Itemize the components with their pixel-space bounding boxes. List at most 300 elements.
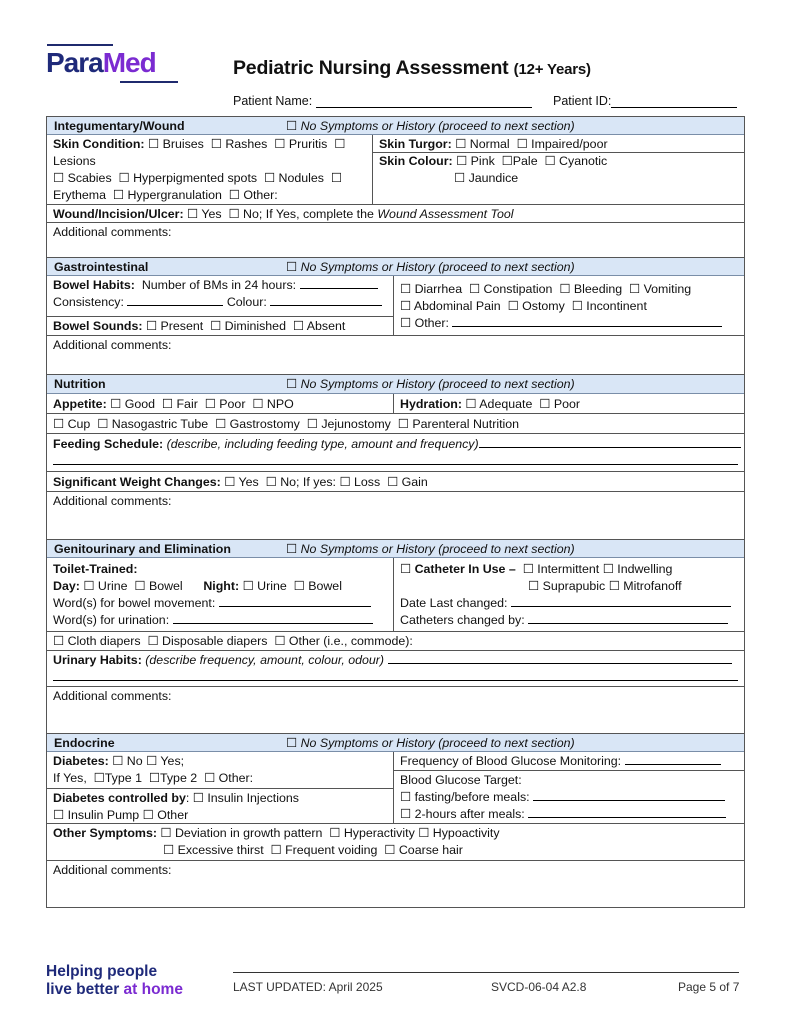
wound-no-option[interactable]: [228, 207, 373, 221]
section-title: Endocrine: [54, 736, 115, 750]
option-label: Bruises: [162, 137, 204, 151]
checkbox-icon[interactable]: ☐: [83, 579, 95, 593]
option-label: Hypoactivity: [432, 826, 500, 840]
option-label: Scabies: [67, 171, 112, 185]
option-label: Other (i.e., commode):: [288, 634, 413, 648]
checkbox-icon[interactable]: ☐: [215, 417, 227, 431]
option-diarrhea[interactable]: [400, 282, 462, 296]
option-label: Impaired/poor: [531, 137, 608, 151]
gi-comments-row[interactable]: [47, 336, 744, 375]
option-label: Parenteral Nutrition: [412, 417, 520, 431]
option-abdominal-pain[interactable]: [400, 299, 501, 313]
date-changed-input[interactable]: [511, 595, 731, 607]
option-label: Hyperactivity: [343, 826, 415, 840]
section-header-nutrition: [47, 375, 744, 394]
option-label: Cloth diapers: [67, 634, 141, 648]
logo-bar-top: [47, 44, 113, 46]
option-label: Suprapubic: [542, 579, 606, 593]
catheter-label: Catheter In Use –: [414, 562, 516, 576]
option-label: Insulin Injections: [207, 791, 299, 805]
option-label: Intermittent: [537, 562, 600, 576]
checkbox-icon[interactable]: ☐: [387, 475, 399, 489]
logo-med: Med: [102, 47, 156, 78]
option-label: Good: [124, 397, 156, 411]
checkbox-icon[interactable]: ☐: [224, 475, 236, 489]
option-label: Type 1: [104, 771, 142, 785]
option-disposable-diapers[interactable]: [147, 634, 267, 648]
endocrine-comments-row[interactable]: [47, 861, 744, 908]
option-type-other[interactable]: [204, 771, 253, 785]
checkbox-icon-erythema[interactable]: ☐: [330, 171, 343, 185]
option-label: Constipation: [483, 282, 553, 296]
option-label: Urine: [97, 579, 128, 593]
checkbox-icon[interactable]: ☐: [112, 188, 125, 202]
section-title: Genitourinary and Elimination: [54, 542, 231, 556]
checkbox-icon[interactable]: ☐: [148, 771, 160, 785]
consistency-label: Consistency:: [53, 295, 124, 309]
checkbox-icon[interactable]: ☐: [286, 119, 298, 133]
option-label: fasting/before meals:: [414, 790, 530, 804]
option-bleeding[interactable]: [559, 282, 622, 296]
option-label: Yes: [201, 207, 222, 221]
checkbox-icon-lesions[interactable]: ☐: [334, 137, 346, 151]
option-insulin-pump[interactable]: [53, 808, 139, 822]
option-label: Excessive thirst: [177, 843, 264, 857]
checkbox-icon[interactable]: ☐: [53, 171, 65, 185]
option-cyanotic[interactable]: [544, 154, 607, 168]
option-label: Bowel: [148, 579, 183, 593]
option-incontinent[interactable]: [572, 299, 647, 313]
gi-other-input[interactable]: [452, 315, 722, 327]
option-hyperpigmented[interactable]: [119, 171, 258, 185]
checkbox-icon[interactable]: ☐: [252, 397, 264, 411]
last-updated: LAST UPDATED: April 2025: [233, 980, 383, 994]
checkbox-icon[interactable]: ☐: [286, 542, 298, 556]
option-label: Type 2: [159, 771, 198, 785]
diabetes-row: Diabetes: ☐ No ☐ Yes; If Yes, ☐Type 1 ☐Type 2 ☐ Other: Diabetes controlled by: ☐ Insulin Injections ☐ Insulin Pump ☐ Other Frequency of Blood Glucose Monitoring: Blood Glucose Target: ☐ fasting/before meals: ☐ 2-hours after meals:: [47, 752, 744, 824]
checkbox-icon[interactable]: ☐: [501, 154, 513, 168]
option-fair[interactable]: [162, 397, 198, 411]
checkbox-icon[interactable]: ☐: [286, 736, 298, 750]
checkbox-icon[interactable]: ☐: [384, 843, 396, 857]
option-erythema: Erythema: [53, 188, 107, 202]
checkbox-icon[interactable]: ☐: [400, 316, 412, 330]
additional-comments-label: Additional comments:: [53, 689, 172, 703]
other-symptoms-row: [47, 824, 744, 861]
option-pruritis[interactable]: [274, 137, 327, 151]
option-label: Pink: [470, 154, 495, 168]
section-title: Nutrition: [54, 377, 106, 391]
checkbox-icon[interactable]: ☐: [134, 579, 146, 593]
additional-comments-label: Additional comments:: [53, 863, 172, 877]
option-label: Abdominal Pain: [413, 299, 501, 313]
option-suprapubic[interactable]: [528, 579, 605, 593]
option-pale[interactable]: [502, 154, 538, 168]
option-normal[interactable]: [455, 137, 510, 151]
logo-para: Para: [46, 47, 103, 78]
feeding-method-row: [47, 414, 744, 434]
checkbox-icon[interactable]: ☐: [160, 826, 172, 840]
checkbox-icon[interactable]: ☐: [53, 808, 65, 822]
checkbox-icon[interactable]: ☐: [400, 282, 412, 296]
option-label: Deviation in growth pattern: [174, 826, 323, 840]
option-label: 2-hours after meals:: [414, 807, 525, 821]
fasting-input[interactable]: [533, 789, 725, 801]
checkbox-icon[interactable]: ☐: [110, 397, 122, 411]
option-absent[interactable]: [293, 319, 345, 333]
option-label: No: [126, 754, 143, 768]
checkbox-icon[interactable]: ☐: [146, 754, 158, 768]
option-label: Other:: [414, 316, 449, 330]
option-rashes[interactable]: [211, 137, 268, 151]
option-cloth-diapers[interactable]: [53, 634, 141, 648]
checkbox-icon[interactable]: ☐: [293, 579, 305, 593]
option-vomiting[interactable]: [629, 282, 691, 296]
no-symptoms-option[interactable]: [286, 735, 575, 752]
option-good[interactable]: [110, 397, 155, 411]
option-loss[interactable]: [339, 475, 380, 489]
frequency-label: Frequency of Blood Glucose Monitoring:: [400, 754, 622, 768]
checkbox-icon[interactable]: ☐: [265, 475, 277, 489]
section-title: Gastrointestinal: [54, 260, 149, 274]
option-hypergranulation[interactable]: [113, 188, 222, 202]
checkbox-icon[interactable]: ☐: [192, 791, 204, 805]
option-day-bowel[interactable]: [134, 579, 182, 593]
bowel-row: [47, 276, 744, 336]
patient-id-field: [553, 94, 737, 108]
checkbox-icon[interactable]: ☐: [274, 137, 286, 151]
bms-label: Number of BMs in 24 hours:: [141, 278, 297, 292]
option-frequent-voiding[interactable]: [271, 843, 378, 857]
checkbox-icon[interactable]: ☐: [455, 137, 467, 151]
option-after-meals[interactable]: [400, 807, 525, 821]
changed-by-input[interactable]: [528, 612, 728, 624]
bowel-sounds-cell: [47, 317, 392, 335]
option-jejunostomy[interactable]: [307, 417, 391, 431]
option-mitrofanoff[interactable]: [609, 579, 682, 593]
no-symptoms-label: No Symptoms or History (proceed to next section): [300, 377, 575, 391]
option-insulin-injections[interactable]: [193, 791, 299, 805]
title-suffix: (12+ Years): [513, 61, 591, 78]
appetite-row: [47, 394, 744, 414]
option-nasogastric[interactable]: [97, 417, 208, 431]
option-label: Cup: [67, 417, 91, 431]
other-symptoms-label: Other Symptoms:: [53, 826, 157, 840]
checkbox-icon[interactable]: ☐: [147, 634, 159, 648]
checkbox-icon[interactable]: ☐: [263, 171, 276, 185]
words-bowel-input[interactable]: [219, 595, 371, 607]
option-no[interactable]: [266, 475, 336, 489]
option-ostomy[interactable]: [508, 299, 565, 313]
assessment-form: [46, 116, 745, 908]
no-symptoms-label: No Symptoms or History (proceed to next section): [300, 736, 575, 750]
frequency-input[interactable]: [625, 753, 721, 765]
wound-yes-option[interactable]: [187, 207, 222, 221]
checkbox-icon[interactable]: ☐: [400, 299, 412, 313]
checkbox-icon[interactable]: ☐: [559, 282, 571, 296]
option-label: Ostomy: [522, 299, 565, 313]
checkbox-icon[interactable]: ☐: [602, 562, 614, 576]
urinary-habits-input[interactable]: [388, 652, 732, 664]
checkbox-icon[interactable]: ☐: [528, 579, 540, 593]
option-label: Urine: [257, 579, 287, 593]
option-adequate[interactable]: [465, 397, 532, 411]
option-hyperactivity[interactable]: [329, 826, 414, 840]
option-label: Pruritis: [288, 137, 328, 151]
option-diminished[interactable]: [210, 319, 286, 333]
feeding-schedule-hint: (describe, including feeding type, amount and frequency): [166, 437, 479, 451]
hydration-label: Hydration:: [400, 397, 462, 411]
wound-row: [47, 205, 744, 223]
option-cup[interactable]: [53, 417, 90, 431]
option-type1[interactable]: [94, 771, 142, 785]
page-number: Page 5 of 7: [678, 980, 740, 994]
section-header-endocrine: [47, 734, 744, 752]
checkbox-icon[interactable]: ☐: [112, 754, 124, 768]
checkbox-icon[interactable]: ☐: [507, 299, 519, 313]
checkbox-icon[interactable]: ☐: [274, 634, 286, 648]
option-night-bowel[interactable]: [294, 579, 342, 593]
option-label: Coarse hair: [398, 843, 463, 857]
option-lesions: Lesions: [53, 154, 96, 168]
skin-turgor-colour-cell: [373, 135, 744, 204]
option-label: Yes;: [160, 754, 185, 768]
checkbox-icon[interactable]: ☐: [204, 771, 216, 785]
option-label: Poor: [553, 397, 580, 411]
date-changed-label: Date Last changed:: [400, 596, 508, 610]
option-indwelling[interactable]: [603, 562, 673, 576]
option-fasting[interactable]: [400, 790, 530, 804]
checkbox-icon[interactable]: ☐: [465, 397, 477, 411]
toilet-catheter-row: [47, 558, 744, 632]
bms-input[interactable]: [300, 277, 378, 289]
skin-turgor-label: Skin Turgor:: [379, 137, 452, 151]
option-label: Other:: [218, 771, 254, 785]
option-label: Disposable diapers: [162, 634, 268, 648]
checkbox-icon[interactable]: ☐: [306, 417, 318, 431]
option-coarse-hair[interactable]: [384, 843, 463, 857]
checkbox-icon[interactable]: ☐: [286, 260, 298, 274]
option-bruises[interactable]: [148, 137, 204, 151]
option-label: Loss: [354, 475, 381, 489]
option-npo[interactable]: [252, 397, 293, 411]
no-symptoms-option[interactable]: [286, 259, 575, 276]
checkbox-icon[interactable]: ☐: [148, 137, 160, 151]
no-symptoms-label: No Symptoms or History (proceed to next section): [300, 542, 575, 556]
section-header-integumentary: [47, 117, 744, 135]
urinary-habits-input-line2[interactable]: [53, 669, 738, 681]
checkbox-icon[interactable]: ☐: [187, 207, 199, 221]
no-symptoms-option[interactable]: [286, 118, 575, 135]
checkbox-icon[interactable]: ☐: [163, 843, 175, 857]
night-label: Night:: [203, 579, 240, 593]
wound-label: Wound/Incision/Ulcer:: [53, 207, 184, 221]
checkbox-icon[interactable]: ☐: [242, 579, 254, 593]
additional-comments-label: Additional comments:: [53, 225, 172, 239]
checkbox-icon[interactable]: ☐: [204, 397, 216, 411]
checkbox-icon[interactable]: ☐: [145, 319, 158, 333]
checkbox-icon[interactable]: ☐: [228, 188, 240, 202]
logo-wordmark: [46, 48, 156, 78]
checkbox-icon[interactable]: ☐: [608, 579, 620, 593]
option-poor-hydration[interactable]: [539, 397, 580, 411]
integumentary-comments-row[interactable]: [47, 223, 744, 258]
option-label: Frequent voiding: [285, 843, 378, 857]
document-code: SVCD-06-04 A2.8: [491, 980, 587, 994]
no-symptoms-option[interactable]: [286, 376, 575, 393]
option-constipation[interactable]: [469, 282, 552, 296]
option-present[interactable]: [146, 319, 203, 333]
target-label: Blood Glucose Target:: [400, 773, 522, 787]
option-label: Jejunostomy: [321, 417, 391, 431]
option-label: Other:: [243, 188, 278, 202]
option-label: Gain: [401, 475, 428, 489]
patient-name-field: [233, 94, 532, 108]
option-other-commode[interactable]: [274, 634, 413, 648]
option-label: Indwelling: [617, 562, 673, 576]
colour-input[interactable]: [270, 294, 382, 306]
checkbox-icon[interactable]: ☐: [93, 771, 105, 785]
checkbox-icon[interactable]: ☐: [53, 417, 65, 431]
checkbox-icon[interactable]: ☐: [97, 417, 109, 431]
option-controlled-other[interactable]: [143, 808, 189, 822]
checkbox-icon[interactable]: ☐: [544, 154, 556, 168]
gu-comments-row[interactable]: [47, 687, 744, 734]
checkbox-icon[interactable]: ☐: [516, 137, 528, 151]
checkbox-icon[interactable]: ☐: [210, 137, 222, 151]
urinary-habits-row: [47, 651, 744, 687]
option-label: No; If Yes, complete the: [243, 207, 374, 221]
catheter-option[interactable]: [400, 562, 516, 576]
bowel-habits-label: Bowel Habits:: [53, 278, 135, 292]
option-label: Jaundice: [468, 171, 519, 185]
checkbox-icon[interactable]: ☐: [270, 843, 282, 857]
option-parenteral[interactable]: [398, 417, 519, 431]
checkbox-icon[interactable]: ☐: [456, 154, 468, 168]
option-diabetes-yes[interactable]: [146, 754, 184, 768]
no-symptoms-option[interactable]: [286, 541, 575, 558]
option-label: Adequate: [479, 397, 533, 411]
nutrition-comments-row[interactable]: [47, 492, 744, 540]
option-night-urine[interactable]: [243, 579, 287, 593]
diaper-row: [47, 632, 744, 651]
option-gain[interactable]: [387, 475, 428, 489]
option-gastrostomy[interactable]: [215, 417, 300, 431]
checkbox-icon[interactable]: ☐: [418, 826, 430, 840]
option-other[interactable]: [229, 188, 278, 202]
feeding-schedule-input-line2[interactable]: [53, 453, 738, 465]
option-excessive-thirst[interactable]: [163, 843, 264, 857]
option-hypoactivity[interactable]: [418, 826, 499, 840]
checkbox-icon[interactable]: ☐: [286, 377, 298, 391]
wound-assessment-tool-ref: Wound Assessment Tool: [377, 207, 514, 221]
appetite-label: Appetite:: [53, 397, 107, 411]
option-label: Bleeding: [573, 282, 623, 296]
option-scabies[interactable]: [53, 171, 112, 185]
feeding-schedule-input[interactable]: [479, 436, 741, 448]
consistency-input[interactable]: [127, 294, 223, 306]
option-label: Diarrhea: [414, 282, 463, 296]
feeding-schedule-row: [47, 434, 744, 472]
checkbox-icon[interactable]: ☐: [400, 790, 412, 804]
option-label: Vomiting: [643, 282, 692, 296]
option-yes[interactable]: [224, 475, 259, 489]
patient-name-label: Patient Name:: [233, 94, 313, 108]
checkbox-icon[interactable]: ☐: [571, 299, 583, 313]
checkbox-icon[interactable]: ☐: [53, 634, 65, 648]
feeding-schedule-label: Feeding Schedule:: [53, 437, 164, 451]
checkbox-icon[interactable]: ☐: [400, 807, 412, 821]
option-label: Fair: [176, 397, 198, 411]
footer-divider: [233, 972, 739, 973]
checkbox-icon[interactable]: ☐: [292, 319, 304, 333]
no-symptoms-label: No Symptoms or History (proceed to next section): [300, 260, 575, 274]
tagline-line1: Helping people: [46, 963, 158, 980]
checkbox-icon[interactable]: ☐: [228, 207, 240, 221]
option-diabetes-no[interactable]: [112, 754, 142, 768]
option-label: Pale: [512, 154, 538, 168]
additional-comments-label: Additional comments:: [53, 494, 172, 508]
option-label: No; If yes:: [280, 475, 336, 489]
checkbox-icon[interactable]: ☐: [522, 562, 534, 576]
checkbox-icon[interactable]: ☐: [118, 171, 130, 185]
patient-id-input[interactable]: [611, 96, 737, 108]
option-poor[interactable]: [205, 397, 246, 411]
patient-name-input[interactable]: [316, 96, 532, 108]
words-urination-input[interactable]: [173, 612, 373, 624]
checkbox-icon[interactable]: ☐: [468, 282, 481, 296]
option-impaired[interactable]: [517, 137, 608, 151]
option-label: Yes: [238, 475, 259, 489]
option-label: Hypergranulation: [127, 188, 222, 202]
urinary-habits-label: Urinary Habits:: [53, 653, 142, 667]
option-jaundice[interactable]: [454, 171, 518, 185]
checkbox-icon[interactable]: ☐: [400, 562, 412, 576]
option-label: Absent: [306, 319, 346, 333]
after-meals-input[interactable]: [528, 806, 726, 818]
title-main: Pediatric Nursing Assessment: [233, 57, 509, 79]
option-intermittent[interactable]: [523, 562, 600, 576]
controlled-by-label: Diabetes controlled by: [53, 791, 186, 805]
checkbox-icon[interactable]: ☐: [210, 319, 222, 333]
checkbox-icon[interactable]: ☐: [397, 417, 409, 431]
option-growth-deviation[interactable]: [160, 826, 322, 840]
words-urination-label: Word(s) for urination:: [53, 613, 170, 627]
option-nodules[interactable]: [264, 171, 324, 185]
checkbox-icon[interactable]: ☐: [161, 397, 174, 411]
section-header-genitourinary: [47, 540, 744, 558]
checkbox-icon[interactable]: ☐: [539, 397, 551, 411]
option-pink[interactable]: [456, 154, 495, 168]
option-label: NPO: [266, 397, 294, 411]
urinary-habits-hint: (describe frequency, amount, colour, odour): [145, 653, 385, 667]
gi-symptoms-cell: [394, 276, 744, 335]
checkbox-icon[interactable]: ☐: [142, 808, 154, 822]
checkbox-icon[interactable]: ☐: [629, 282, 641, 296]
patient-id-label: Patient ID:: [553, 94, 612, 108]
option-label: Other: [157, 808, 189, 822]
option-day-urine[interactable]: [83, 579, 127, 593]
skin-colour-label: Skin Colour:: [379, 154, 453, 168]
checkbox-icon[interactable]: ☐: [339, 475, 351, 489]
option-other[interactable]: [400, 316, 449, 330]
checkbox-icon[interactable]: ☐: [329, 826, 341, 840]
option-label: Nasogastric Tube: [111, 417, 209, 431]
checkbox-icon[interactable]: ☐: [454, 171, 466, 185]
skin-row: [47, 135, 744, 205]
option-type2[interactable]: [149, 771, 197, 785]
skin-condition-cell: [47, 135, 372, 204]
